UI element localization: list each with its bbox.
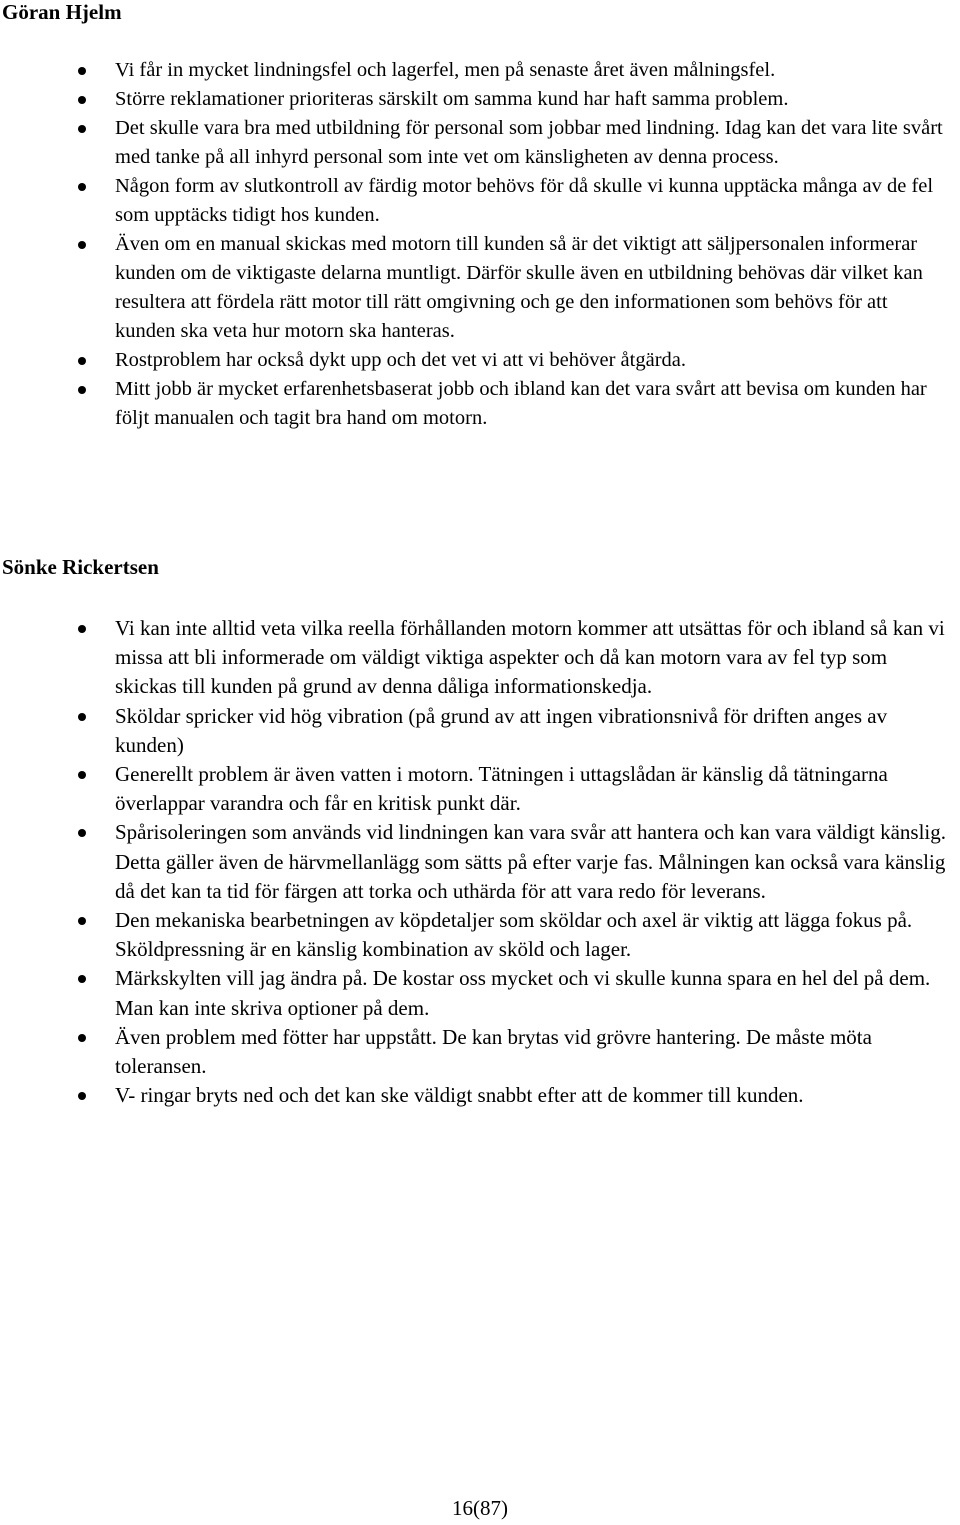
list-item [0,230,950,346]
list-item [0,964,950,1022]
list-item-text: Generellt problem är även vatten i motorn. Tätningen i uttagslådan är känslig då tätningarna överlappar varandra och får en kritisk punkt där. [115,762,888,816]
list-item-text: Vi får in mycket lindningsfel och lagerfel, men på senaste året även målningsfel. [115,59,776,81]
bullet-icon [78,1034,86,1042]
list-item [0,114,950,172]
list-item-text: Rostproblem har också dykt upp och det vet vi att vi behöver åtgärda. [115,349,686,371]
list-item [0,614,950,702]
list-item [0,1023,950,1081]
bullet-icon [78,975,86,983]
list-item-text: Märkskylten vill jag ändra på. De kostar oss mycket och vi skulle kunna spara en hel del på dem. Man kan inte skriva optioner på dem. [115,966,931,1020]
bullet-list-goran-hjelm [0,56,950,433]
bullet-icon [78,357,86,365]
list-item [0,760,950,818]
bullet-icon [78,829,86,837]
list-item [0,1081,950,1110]
bullet-icon [78,96,86,104]
list-item [0,85,950,114]
bullet-icon [78,917,86,925]
list-item-text: Mitt jobb är mycket erfarenhetsbaserat jobb och ibland kan det vara svårt att bevisa om kunden har följt manualen och tagit bra hand om motorn. [115,378,927,429]
bullet-icon [78,1092,86,1100]
list-item-text: Även om en manual skickas med motorn till kunden så är det viktigt att säljpersonalen informerar kunden om de viktigaste delarna muntligt. Därför skulle även en utbildning behövas där vilket kan resultera att fördela rätt motor till rätt omgivning och ge den informationen som behövs för att kunden ska veta hur motorn ska hanteras. [115,233,923,342]
bullet-icon [78,241,86,249]
list-item-text: V- ringar bryts ned och det kan ske väldigt snabbt efter att de kommer till kunden. [115,1083,804,1108]
bullet-icon [78,125,86,133]
bullet-list-sonke-rickertsen [0,614,950,1110]
list-item-text: Det skulle vara bra med utbildning för personal som jobbar med lindning. Idag kan det vara lite svårt med tanke på all inhyrd personal som inte vet om känsligheten av denna process. [115,117,943,168]
list-item-text: Även problem med fötter har uppstått. De kan brytas vid grövre hantering. De måste möta toleransen. [115,1024,872,1079]
section-heading-goran-hjelm: Göran Hjelm [2,0,122,24]
list-item-text: Vi kan inte alltid veta vilka reella förhållanden motorn kommer att utsättas för och ibland så kan vi missa att bli informerade om väldigt viktiga aspekter och då kan motorn vara av fel typ som skickas till kunden på grund av denna dåliga informationskedja. [115,616,945,699]
bullet-icon [78,67,86,75]
list-item-text: Större reklamationer prioriteras särskilt om samma kund har haft samma problem. [115,88,789,110]
list-item-text: Sköldar spricker vid hög vibration (på grund av att ingen vibrationsnivå för driften anges av kunden) [115,703,888,757]
list-item-text: Den mekaniska bearbetningen av köpdetaljer som sköldar och axel är viktig att lägga fokus på. Sköldpressning är en känslig kombination av sköld och lager. [115,908,913,962]
list-item [0,56,950,85]
bullet-icon [78,625,86,633]
page-number: 16(87) [452,1496,508,1520]
list-item [0,818,950,906]
bullet-icon [78,713,86,721]
bullet-icon [78,771,86,779]
bullet-icon [78,183,86,191]
bullet-icon [78,386,86,394]
list-item [0,375,950,433]
section-heading-sonke-rickertsen: Sönke Rickertsen [2,555,159,579]
list-item [0,702,950,760]
list-item-text: Spårisoleringen som används vid lindningen kan vara svår att hantera och kan vara väldigt känslig. Detta gäller även de härvmellanlägg som sätts på efter varje fas. Målningen kan också vara känslig då det kan ta tid för färgen att torka och uthärda för att vara redo för leverans. [115,820,947,903]
list-item-text: Någon form av slutkontroll av färdig motor behövs för då skulle vi kunna upptäcka många av de fel som upptäcks tidigt hos kunden. [115,175,934,226]
list-item [0,906,950,964]
list-item [0,172,950,230]
list-item [0,346,950,375]
